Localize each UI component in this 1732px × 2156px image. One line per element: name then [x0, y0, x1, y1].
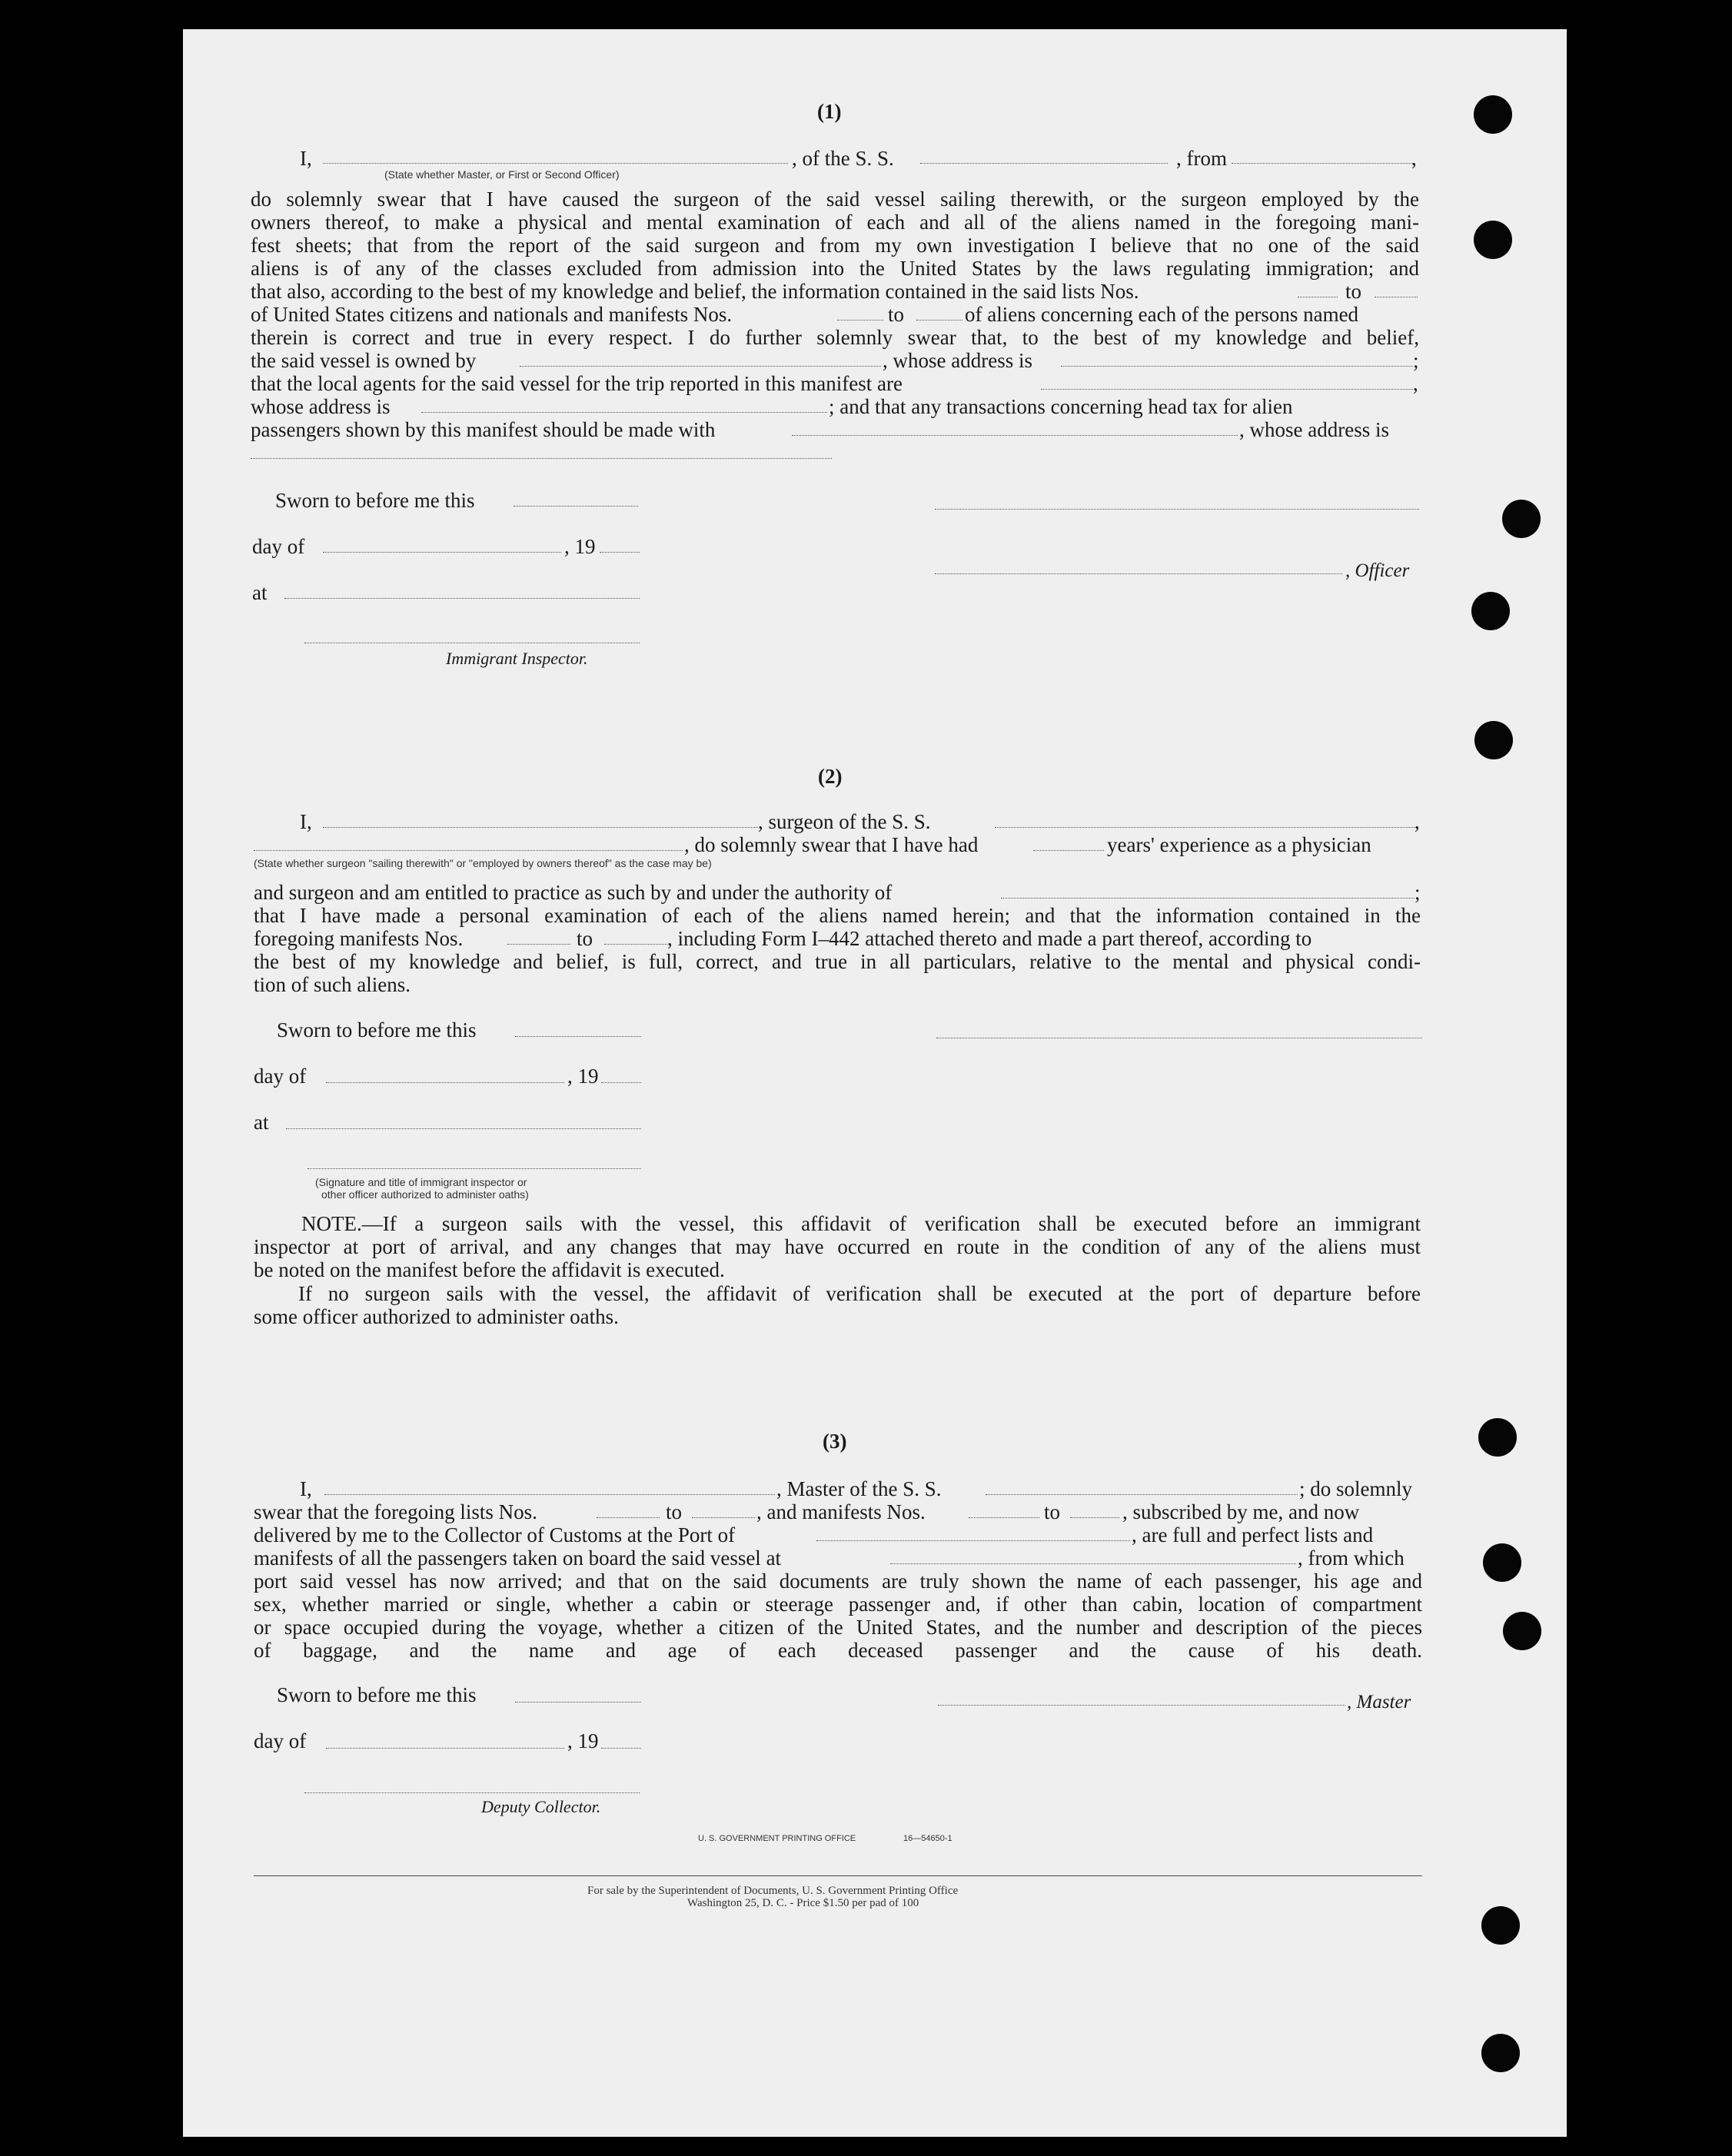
- blank-line: [601, 1748, 641, 1749]
- s2-line: tion of such aliens.: [254, 973, 411, 996]
- s2-signature-note-2: other officer authorized to administer oaths): [321, 1188, 529, 1201]
- note-line: If no surgeon sails with the vessel, the affidavit of verification shall be executed at the port of departure before: [298, 1282, 1421, 1305]
- s2-i-label: I,: [300, 810, 312, 833]
- s2-line: the best of my knowledge and belief, is full, correct, and true in all particulars, relative to the mental and physical condi-: [254, 950, 1421, 973]
- s2-line: and surgeon and am entitled to practice as such by and under the authority of: [254, 881, 893, 904]
- s3-line: swear that the foregoing lists Nos.: [254, 1500, 537, 1523]
- s3-line: or space occupied during the voyage, whether a citizen of the United States, and the number and description of the pieces: [254, 1616, 1422, 1639]
- s3-line: , subscribed by me, and now: [1122, 1500, 1360, 1523]
- s3-to: to: [666, 1500, 683, 1523]
- s1-sworn: Sworn to before me this: [275, 489, 475, 512]
- s2-line: , do solemnly swear that I have had: [684, 833, 979, 856]
- blank-line: [604, 944, 667, 945]
- s1-line: aliens is of any of the classes excluded from admission into the United States by the laws regulating immigration; and: [251, 257, 1419, 280]
- binder-hole: [1483, 1543, 1521, 1582]
- s1-line: of aliens concerning each of the persons named: [965, 303, 1359, 326]
- blank-line: [890, 1563, 1296, 1564]
- binder-hole: [1474, 221, 1512, 259]
- s1-line: , whose address is: [883, 349, 1032, 372]
- blank-line: [1001, 898, 1415, 899]
- blank-line: [816, 1540, 1130, 1541]
- s1-line: that also, according to the best of my knowledge and belief, the information contained in the said lists Nos.: [251, 280, 1139, 303]
- s1-line: fest sheets; that from the report of the said surgeon and from my own investigation I believe that no one of the said: [251, 234, 1419, 257]
- section-2-heading: (2): [818, 765, 843, 788]
- s2-to: to: [577, 927, 593, 950]
- blank-line: [920, 163, 1168, 164]
- s1-from-label: , from: [1176, 147, 1227, 170]
- s3-line: , from which: [1298, 1546, 1405, 1570]
- blank-line: [323, 827, 758, 828]
- binder-hole: [1502, 500, 1541, 538]
- s2-line: foregoing manifests Nos.: [254, 927, 464, 950]
- s3-line: , are full and perfect lists and: [1132, 1523, 1374, 1546]
- s3-master-of: , Master of the S. S.: [776, 1477, 942, 1500]
- note-line: NOTE.—If a surgeon sails with the vessel, this affidavit of verification shall be executed before an immigrant: [301, 1212, 1421, 1235]
- blank-line: [935, 509, 1419, 510]
- blank-line: [254, 850, 683, 851]
- blank-line: [286, 1128, 641, 1129]
- s3-year: , 19: [567, 1729, 599, 1752]
- s3-line: manifests of all the passengers taken on board the said vessel at: [254, 1546, 782, 1570]
- blank-line: [1232, 163, 1415, 164]
- blank-line: [995, 827, 1416, 828]
- s1-of-ss-label: , of the S. S.: [792, 147, 894, 170]
- gpo-imprint: U. S. GOVERNMENT PRINTING OFFICE: [698, 1834, 856, 1843]
- blank-line: [792, 435, 1238, 436]
- s1-line: owners thereof, to make a physical and mental examination of each and all of the aliens named in the foregoing mani-: [251, 211, 1419, 234]
- s2-dayof: day of: [254, 1065, 307, 1088]
- s3-dayof: day of: [254, 1729, 307, 1752]
- s1-state-note: (State whether Master, or First or Second Officer): [384, 168, 620, 181]
- blank-line: [600, 552, 640, 553]
- s2-at: at: [254, 1111, 269, 1134]
- blank-line: [251, 458, 832, 459]
- blank-line: [1070, 1517, 1119, 1518]
- blank-line: [1033, 850, 1104, 851]
- s3-solemnly: ; do solemnly: [1299, 1477, 1412, 1500]
- s1-line: that the local agents for the said vessel for the trip reported in this manifest are: [251, 372, 903, 395]
- s3-master-label: , Master: [1347, 1692, 1411, 1713]
- binder-hole: [1503, 1612, 1541, 1650]
- blank-line: [1061, 366, 1413, 367]
- blank-line: [514, 506, 638, 507]
- s2-state-note: (State whether surgeon "sailing therewith" or "employed by owners thereof" as the case may be): [254, 857, 712, 869]
- s2-line: that I have made a personal examination of each of the aliens named herein; and that the information contained in the: [254, 904, 1421, 927]
- blank-line: [986, 1494, 1298, 1495]
- s1-line: of United States citizens and nationals and manifests Nos.: [251, 303, 733, 326]
- s1-to: to: [1345, 280, 1362, 303]
- s3-sworn: Sworn to before me this: [277, 1683, 477, 1706]
- s3-line: of baggage, and the name and age of each deceased passenger and the cause of his death.: [254, 1639, 1422, 1662]
- blank-line: [304, 1792, 640, 1793]
- s3-line: delivered by me to the Collector of Customs at the Port of: [254, 1523, 736, 1546]
- s3-line: , and manifests Nos.: [756, 1500, 926, 1523]
- note-line: be noted on the manifest before the affidavit is executed.: [254, 1258, 725, 1281]
- s1-line: therein is correct and true in every respect. I do further solemnly swear that, to the best of my knowledge and belief,: [251, 326, 1419, 349]
- s2-surgeon-of-ss: , surgeon of the S. S.: [758, 810, 931, 833]
- blank-line: [597, 1517, 660, 1518]
- blank-line: [916, 320, 962, 321]
- footer-rule: [254, 1875, 1422, 1876]
- blank-line: [421, 412, 827, 413]
- binder-hole: [1474, 95, 1512, 134]
- note-line: inspector at port of arrival, and any changes that may have occurred en route in the condition of any of the aliens must: [254, 1235, 1421, 1258]
- binder-hole: [1478, 1418, 1517, 1457]
- sale-note-1: For sale by the Superintendent of Documents, U. S. Government Printing Office: [587, 1885, 959, 1897]
- binder-hole: [1471, 592, 1510, 630]
- s1-i-label: I,: [300, 147, 312, 170]
- s1-line: ; and that any transactions concerning head tax for alien: [829, 395, 1293, 418]
- s1-line: whose address is: [251, 395, 391, 418]
- binder-hole: [1481, 2034, 1520, 2072]
- blank-line: [692, 1517, 755, 1518]
- blank-line: [601, 1082, 641, 1083]
- blank-line: [308, 1168, 641, 1169]
- s3-line: port said vessel has now arrived; and that on the said documents are truly shown the name of each passenger, his age and: [254, 1570, 1422, 1593]
- blank-line: [938, 1705, 1345, 1706]
- blank-line: [323, 552, 561, 553]
- blank-line: [284, 598, 640, 599]
- blank-line: [969, 1517, 1039, 1518]
- sale-note-2: Washington 25, D. C. - Price $1.50 per pad of 100: [687, 1897, 919, 1909]
- s2-line: years' experience as a physician: [1107, 833, 1371, 856]
- blank-line: [837, 320, 883, 321]
- s1-dayof: day of: [252, 535, 305, 558]
- s1-at: at: [252, 581, 268, 604]
- s1-to: to: [888, 303, 905, 326]
- s1-line: the said vessel is owned by: [251, 349, 477, 372]
- s2-sworn: Sworn to before me this: [277, 1018, 477, 1041]
- s2-line: , including Form I–442 attached thereto and made a part thereof, according to: [667, 927, 1312, 950]
- s3-i-label: I,: [300, 1477, 312, 1500]
- section-3-heading: (3): [823, 1430, 847, 1453]
- s3-deputy-label: Deputy Collector.: [481, 1797, 601, 1816]
- blank-line: [520, 366, 881, 367]
- blank-line: [1041, 389, 1413, 390]
- s1-officer-label: , Officer: [1345, 560, 1410, 581]
- binder-hole: [1474, 721, 1513, 759]
- s1-line: passengers shown by this manifest should be made with: [251, 418, 716, 441]
- blank-line: [326, 1748, 564, 1749]
- blank-line: [323, 163, 788, 164]
- note-line: some officer authorized to administer oaths.: [254, 1305, 619, 1328]
- s3-line: sex, whether married or single, whether a cabin or steerage passenger and, if other than cabin, location of compartment: [254, 1593, 1422, 1616]
- form-number: 16—54650-1: [903, 1834, 952, 1843]
- s3-to: to: [1044, 1500, 1061, 1523]
- blank-line: [935, 573, 1342, 574]
- s1-line: do solemnly swear that I have caused the surgeon of the said vessel sailing therewith, or the surgeon employed by the: [251, 188, 1419, 211]
- binder-hole: [1481, 1906, 1520, 1945]
- blank-line: [326, 1082, 564, 1083]
- s1-inspector-label: Immigrant Inspector.: [446, 649, 588, 668]
- blank-line: [507, 944, 570, 945]
- s1-line: , whose address is: [1239, 418, 1389, 441]
- s1-year: , 19: [564, 535, 596, 558]
- blank-line: [324, 1494, 775, 1495]
- s2-year: , 19: [567, 1065, 599, 1088]
- blank-line: [515, 1036, 641, 1037]
- section-1-heading: (1): [817, 100, 842, 123]
- s2-signature-note-1: (Signature and title of immigrant inspector or: [315, 1176, 527, 1188]
- blank-line: [515, 1702, 641, 1703]
